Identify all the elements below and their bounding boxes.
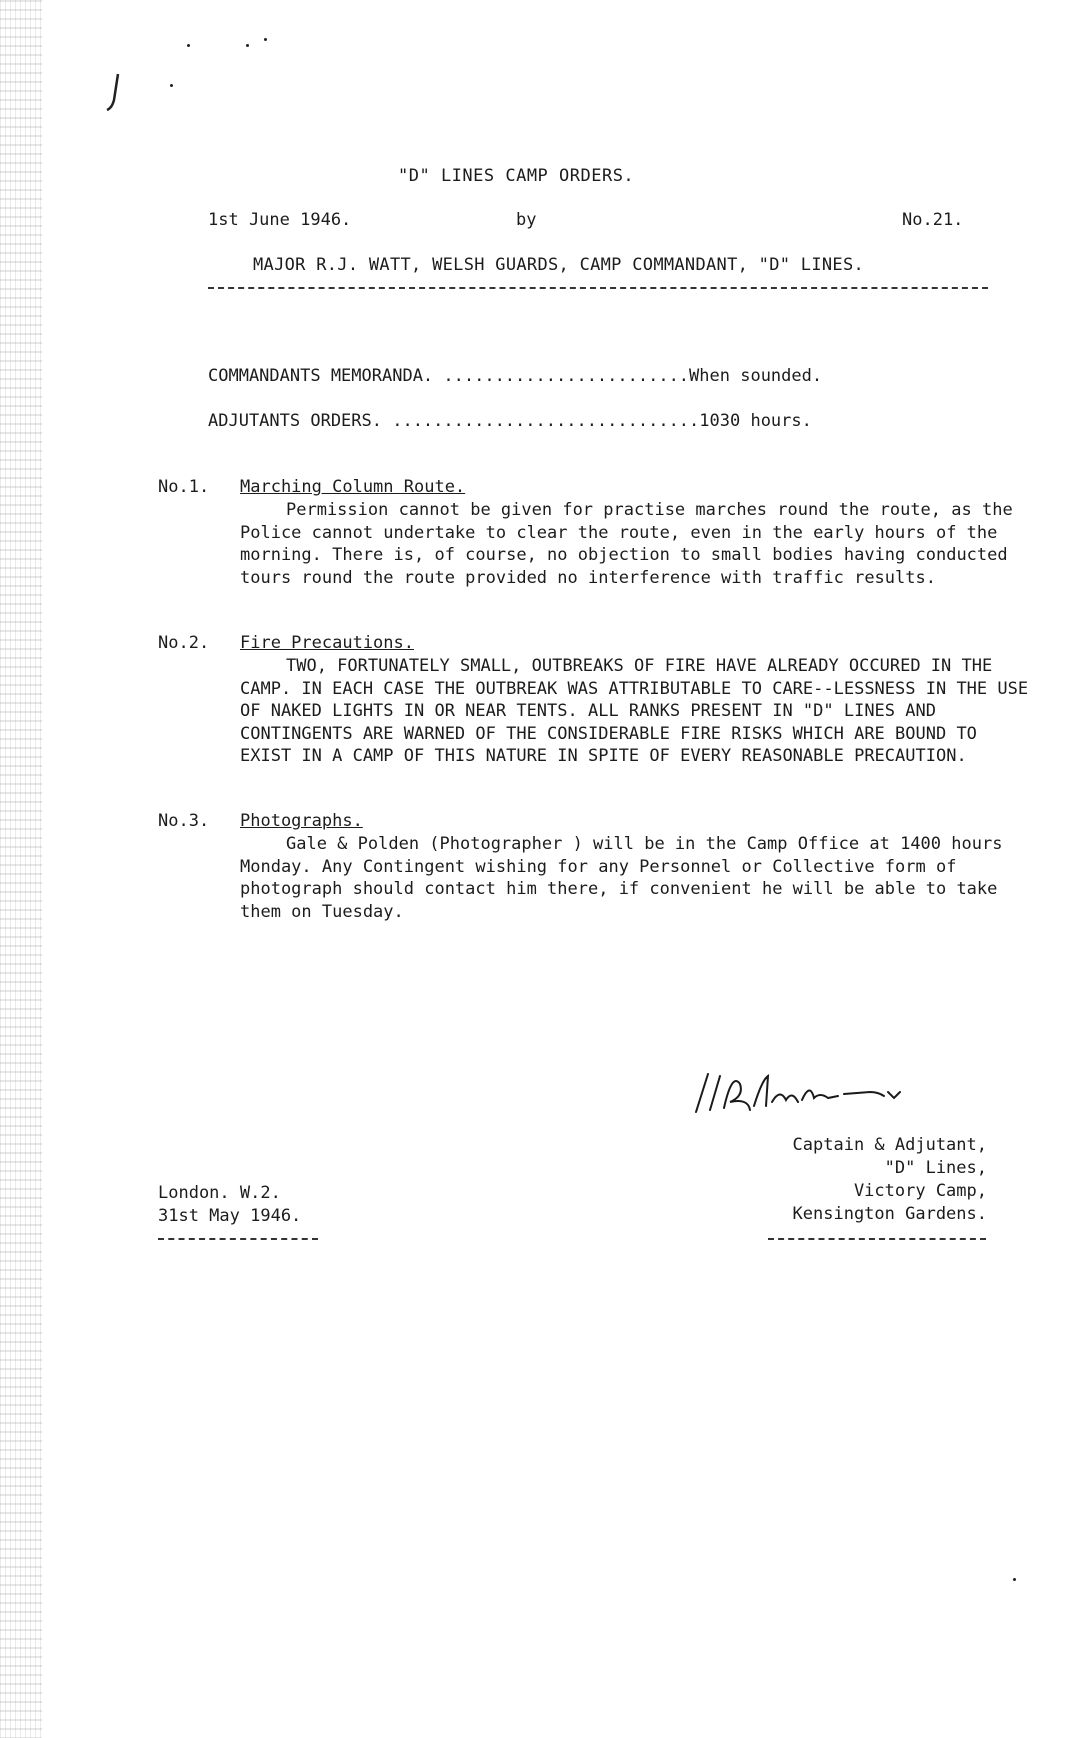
section-heading: Photographs. <box>240 811 363 831</box>
handwritten-signature <box>688 1062 938 1122</box>
section-text: Permission cannot be given for practise marches round the route, as the Police cannot undertake to clear the route, even in the early hours of the morning. There is, of course, no objection to small bodies having conducted tours round the route provided no interference with traffic results. <box>240 500 1013 588</box>
signature-underline <box>768 1238 986 1240</box>
schedule-time: When sounded. <box>689 366 823 386</box>
signature-line: Victory Camp, <box>853 1181 987 1201</box>
section-body <box>240 833 1030 923</box>
section-text: Gale & Polden (Photographer ) will be in the Camp Office at 1400 hours Monday. Any Contingent wishing for any Personnel or Collective form of photograph should contact him there, if convenient he will be able to take them on Tuesday. <box>240 834 1003 922</box>
place-line: 31st May 1946. <box>158 1206 302 1226</box>
signature-line: "D" Lines, <box>884 1158 987 1178</box>
scan-speck <box>187 44 190 47</box>
scan-mark <box>104 70 128 114</box>
section-heading: Fire Precautions. <box>240 633 414 653</box>
orders-number: No.21. <box>902 210 964 230</box>
schedule-item <box>208 411 812 431</box>
section-number: No.1. <box>158 477 210 497</box>
orders-issuer: MAJOR R.J. WATT, WELSH GUARDS, CAMP COMMANDANT, "D" LINES. <box>253 255 865 275</box>
signature-line: Kensington Gardens. <box>792 1204 987 1224</box>
schedule-label: ADJUTANTS ORDERS. .............................. <box>208 411 700 431</box>
section-body <box>240 655 1030 768</box>
place-block <box>158 1182 301 1228</box>
place-underline <box>158 1238 318 1240</box>
signature-line: Captain & Adjutant, <box>792 1135 987 1155</box>
orders-date: 1st June 1946. <box>208 210 352 230</box>
place-line: London. W.2. <box>158 1183 281 1203</box>
schedule-label: COMMANDANTS MEMORANDA. ........................ <box>208 366 690 386</box>
section-body <box>240 499 1030 589</box>
orders-by: by <box>516 210 537 230</box>
scan-speck <box>170 84 173 87</box>
scan-speck <box>246 44 249 47</box>
schedule-item <box>208 366 822 386</box>
header-divider <box>208 287 988 289</box>
scan-speck <box>1013 1578 1016 1581</box>
section-number: No.3. <box>158 811 210 831</box>
signature-block <box>793 1134 987 1226</box>
section-text: TWO, FORTUNATELY SMALL, OUTBREAKS OF FIRE HAVE ALREADY OCCURED IN THE CAMP. IN EACH CASE THE OUTBREAK WAS ATTRIBUTABLE TO CARE--LESSNESS IN THE USE OF NAKED LIGHTS IN OR NEAR TENTS. ALL RANKS PRESENT IN "D" LINES AND CONTINGENTS ARE WARNED OF THE CONSIDERABLE FIRE RISKS WHICH ARE BOUND TO EXIST IN A CAMP OF THIS NATURE IN SPITE OF EVERY REASONABLE PRECAUTION. <box>240 656 1029 766</box>
scan-edge-shadow <box>0 0 42 1738</box>
section-heading: Marching Column Route. <box>240 477 466 497</box>
scan-speck <box>264 38 267 41</box>
schedule-time: 1030 hours. <box>699 411 812 431</box>
orders-title: "D" LINES CAMP ORDERS. <box>398 166 635 186</box>
section-number: No.2. <box>158 633 210 653</box>
